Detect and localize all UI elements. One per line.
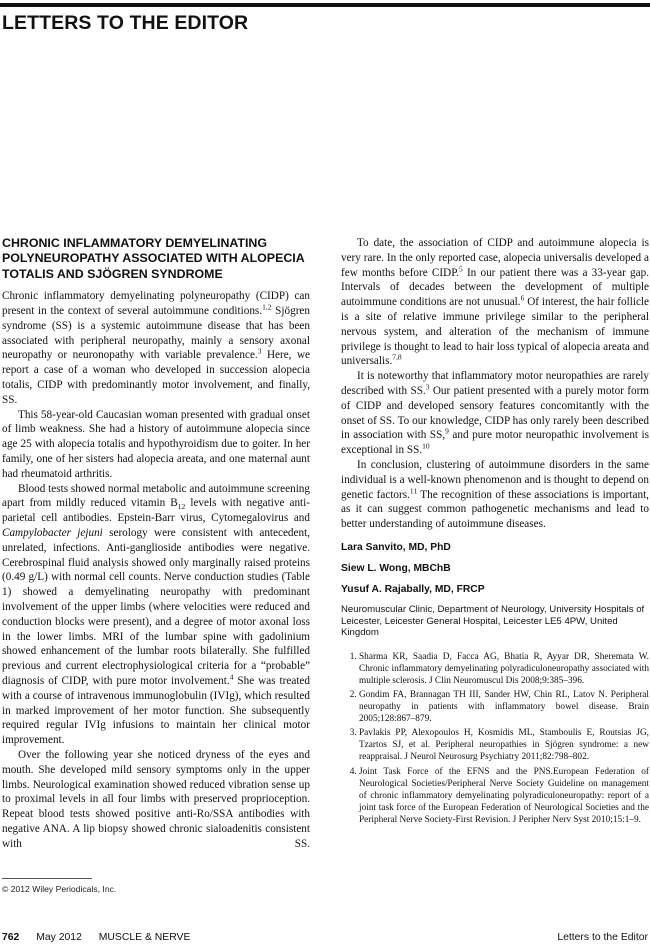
reference-list [341,651,649,826]
paragraph-7: In conclusion, clustering of autoimmune disorders in the same individual is a well-known phenomenon and is thought to depend on genetic factors.$^{11}$ The recognition of these associations is important, as it can suggest common pathogenetic mechanisms and lead to better understanding of autoimmune diseases. [341,458,649,531]
author-name: Siew L. Wong, MBChB [341,562,451,574]
copyright-notice: © 2012 Wiley Periodicals, Inc. [2,884,117,894]
author-block [341,541,649,639]
page-footer [2,932,648,943]
paragraph-6: It is noteworthy that inflammatory motor neuropathies are rarely described with SS.$^3$ Our patient presented with a purely motor form of CIDP and developed sensory features concomitantly with the onset of SS. To our knowledge, CIDP has only rarely been described in association with SS,$^9$ and pure motor neuropathic involvement is exceptional in SS.$^{10}$ [341,370,650,457]
paragraph-5: To date, the association of CIDP and autoimmune alopecia is very rare. In the only reported case, alopecia universalis developed a few months before CIDP.$^5$ In our patient there was a 33-year gap. Intervals of decades between the development of multiple autoimmune conditions are not unusual.$^6$ Of interest, the hair follicle is a site of relative immune privilege similar to the peripheral nervous system, and alteration of the mechanism of immune privilege is thought to lead to hair loss typical of alopecia areata and universalis.$^{7,8}$ [341,237,649,368]
paragraph-1: Chronic inflammatory demyelinating polyneuropathy (CIDP) can present in the context of several autoimmune conditions.$^{1,2}$ Sjögren syndrome (SS) is a systemic autoimmune disease that has been associated with peripheral neuropathy, mainly a sensory axonal neuropathy or neuronopathy with variable prevalence.$^3$ Here, we report a case of a woman who developed in succession alopecia totalis, CIDP with predominantly motor involvement, and finally, SS. [2,290,311,406]
article-title: CHRONIC INFLAMMATORY DEMYELINATING POLYNEUROPATHY ASSOCIATED WITH ALOPECIA TOTALIS AND SJÖGREN SYNDROME [2,236,305,281]
paragraph-3: Blood tests showed normal metabolic and autoimmune screening apart from mildly reduced vitamin $B_{12}$ levels with negative anti-parietal cell antibodies. Epstein-Barr virus, Cytomegalovirus and Campylobacter jejuni serology were consistent with antecedent, unrelated, infections. Anti-ganglioside antibodies were negative. Cerebrospinal fluid analysis showed only marginally raised proteins (0.49 g/L) with normal cell counts. Nerve conduction studies (Table 1) showed a demyelinating neuropathy with predominant involvement of the upper limbs (where velocities were reduced and conduction blocks were present), and a degree of motor axonal loss in the lower limbs. MRI of the lumbar spine with gadolinium showed enhancement of the lumbar roots bilaterally. She fulfilled previous and current electrophysiological criteria for a “probable” diagnosis of CIDP, with pure motor involvement.$^4$ She was treated with a course of intravenous immunoglobulin (IVIg), which resulted in marked improvement of her motor function. She subsequently required regular IVIg infusions to maintain her clinical motor improvement. [2,482,310,747]
right-column [341,236,649,828]
paragraph-4: Over the following year she noticed dryness of the eyes and mouth. She developed mild sensory symptoms only in the upper limbs. Neurological examination showed reduced vibration sense up to proximal levels in all four limbs with preserved proprioception. Repeat blood tests showed positive anti-Ro/SSA antibodies with negative ANA. A lip biopsy showed chronic sialoadenitis consistent with SS. [2,748,310,850]
section-header: LETTERS TO THE EDITOR [2,12,249,34]
copyright-rule [2,878,92,879]
reference-item: 4. Joint Task Force of the EFNS and the PNS.European Federation of Neurological Societies/Peripheral Nerve Society Guideline on management of chronic inflammatory demyelinating polyradiculoneuropathy: report of a joint task force of the European Federation of Neurological Societies and the Peripheral Nerve Society-First Revision. J Peripher Nerv Syst 2010;15:1–9. [359,766,649,826]
author-affiliation: Neuromuscular Clinic, Department of Neurology, University Hospitals of Leicester, Leicester General Hospital, Leicester LE5 4PW, United Kingdom [341,603,645,639]
page-number: 762 [2,932,20,943]
reference-item: 1. Sharma KR, Saadia D, Facca AG, Bhatia R, Ayyar DR, Sheremata W. Chronic inflammatory demyelinating polyradiculoneuropathy associated with multiple sclerosis. J Clin Neuromuscul Dis 2008;9:385–396. [359,651,649,687]
paragraph-2: This 58-year-old Caucasian woman presented with gradual onset of limb weakness. She had a history of autoimmune alopecia since age 25 with alopecia totalis and hypothyroidism due to goiter. In her family, one of her sisters had alopecia areata, and one maternal aunt had rheumatoid arthritis. [2,408,310,480]
top-rule [0,3,650,7]
footer-running-title: Letters to the Editor [557,932,648,943]
reference-item: 3. Pavlakis PP, Alexopoulos H, Kosmidis ML, Stamboulis E, Routsias JG, Tzartos SJ, et al. Peripheral neuropathies in Sjögren syndrome: a new reappraisal. J Neurol Neurosurg Psychiatry 2011;82:798–802. [359,727,649,763]
author-name: Lara Sanvito, MD, PhD [341,541,451,553]
reference-item: 2. Gondim FA, Brannagan TH III, Sander HW, Chin RL, Latov N. Peripheral neuropathy in patients with inflammatory bowel disease. Brain 2005;128:867–879. [359,689,649,725]
left-column [2,236,310,852]
footer-date: May 2012 [36,932,82,943]
author-name: Yusuf A. Rajabally, MD, FRCP [341,583,485,595]
footer-journal: MUSCLE & NERVE [98,932,191,943]
